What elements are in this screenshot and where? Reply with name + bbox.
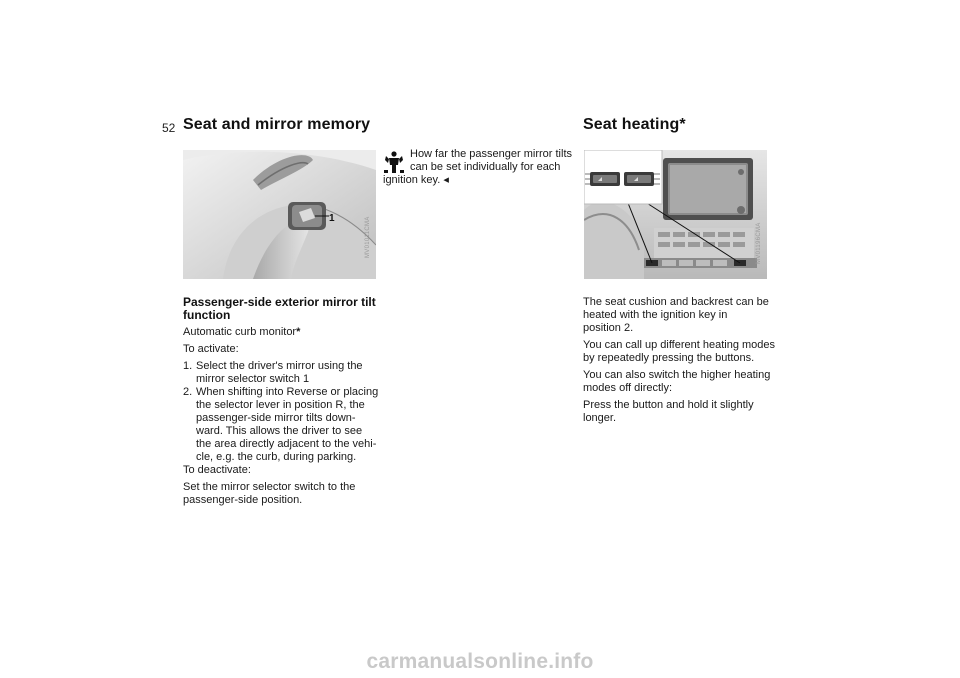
list-item-number: 1.: [183, 360, 193, 372]
line: longer.: [583, 412, 617, 424]
line: You can also switch the higher heating: [583, 369, 771, 381]
dashboard-illustration: [584, 150, 767, 279]
line: Press the button and hold it slightly: [583, 399, 754, 411]
figure-code: MV01011CMA: [365, 216, 371, 258]
door-mirror-switch-figure: [183, 150, 376, 279]
activate-label: To activate:: [183, 343, 239, 355]
list-item: [183, 360, 383, 386]
middle-note-text: [410, 148, 580, 174]
figure-callout-1: 1: [329, 213, 335, 224]
list-item: [183, 386, 383, 464]
line: cle, e.g. the curb, during parking.: [196, 451, 357, 463]
watermark-text: carmanualsonline.info: [366, 650, 594, 673]
list-item-number: 2.: [183, 386, 193, 398]
line: How far the passenger mirror tilts: [410, 148, 572, 160]
section-heading-seat-heating: Seat heating*: [583, 116, 686, 133]
subheading-line: Passenger-side exterior mirror tilt: [183, 295, 376, 309]
door-panel-illustration: [183, 150, 376, 279]
intro-text: Automatic curb monitor: [183, 326, 297, 338]
middle-note-last-line: [383, 174, 563, 187]
line: position 2.: [583, 322, 634, 334]
paragraph: [583, 296, 783, 335]
subheading-line: function: [183, 308, 231, 322]
section-heading-seat-mirror-memory: Seat and mirror memory: [183, 116, 371, 133]
subheading-mirror-tilt: [183, 296, 383, 322]
intro-paragraph: [183, 326, 383, 339]
page-number: 52: [162, 121, 176, 135]
left-body-text: [183, 326, 383, 511]
figure-code: MV01196CMA: [756, 222, 762, 264]
right-body-text: [583, 296, 783, 429]
deactivate-paragraph: [183, 481, 383, 507]
line: Select the driver's mirror using the: [196, 360, 363, 372]
deactivate-label: To deactivate:: [183, 464, 251, 476]
person-note-icon: [383, 150, 405, 174]
line: You can call up different heating modes: [583, 339, 776, 351]
line: the area directly adjacent to the vehi-: [196, 438, 377, 450]
list-item-text: [196, 360, 383, 386]
line: ignition key.: [383, 174, 441, 186]
line: mirror selector switch 1: [196, 373, 310, 385]
paragraph: [583, 369, 783, 395]
line: by repeatedly pressing the buttons.: [583, 352, 755, 364]
seat-heating-buttons-figure: [584, 150, 767, 279]
line: the selector lever in position R, the: [196, 399, 365, 411]
line: modes off directly:: [583, 382, 673, 394]
paragraph: [583, 399, 783, 425]
line: heated with the ignition key in: [583, 309, 728, 321]
optional-equipment-star: *: [296, 326, 301, 338]
list-item-text: [196, 386, 383, 464]
end-mark-icon: ◂: [443, 174, 449, 186]
line: Set the mirror selector switch to the: [183, 481, 356, 493]
line: The seat cushion and backrest can be: [583, 296, 769, 308]
line: can be set individually for each: [410, 161, 561, 173]
line: When shifting into Reverse or placing: [196, 386, 379, 398]
line: ward. This allows the driver to see: [196, 425, 363, 437]
line: passenger-side mirror tilts down-: [196, 412, 356, 424]
paragraph: [583, 339, 783, 365]
line: passenger-side position.: [183, 494, 303, 506]
